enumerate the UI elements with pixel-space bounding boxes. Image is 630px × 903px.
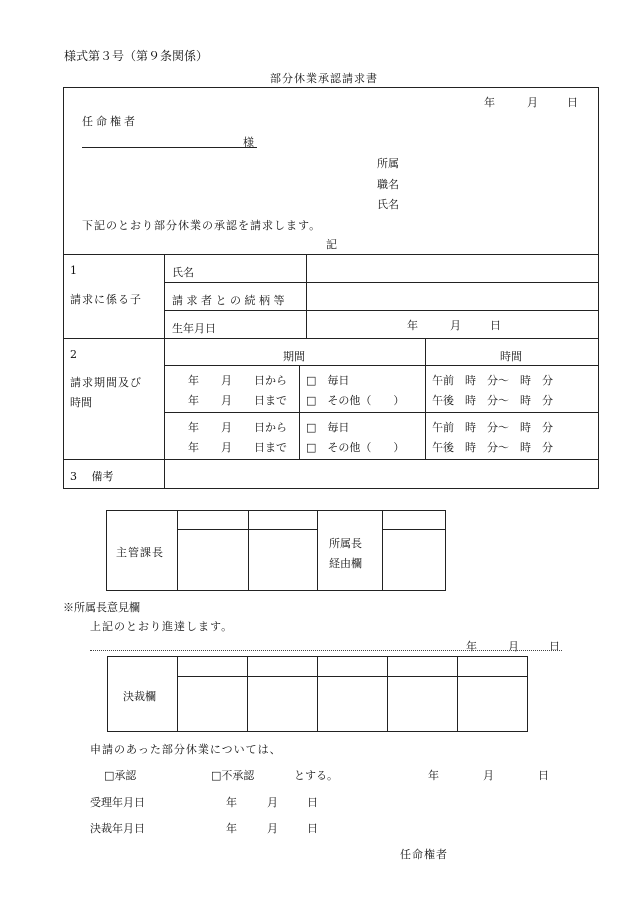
position-label: 職名 [377, 178, 399, 191]
section2-label-line1: 請求期間及び [70, 376, 142, 389]
approval-divider-4 [382, 510, 383, 591]
request-text: 下記のとおり部分休業の承認を請求します。 [82, 219, 322, 232]
decision-divider-2 [247, 656, 248, 732]
divider-section1-top [63, 254, 599, 255]
block1-am: 午前 時 分～ 時 分 [432, 374, 553, 387]
decision-divider-4 [387, 656, 388, 732]
section2-label-line2: 時間 [70, 396, 92, 409]
applied-text: 申請のあった部分休業については、 [90, 743, 282, 756]
opinion-heading: ※所属長意見欄 [63, 601, 140, 614]
divider-row-relation [164, 282, 599, 283]
addressee-line [82, 147, 257, 148]
divider-section2-top [63, 338, 599, 339]
block2-am: 午前 時 分～ 時 分 [432, 421, 553, 434]
date-day: 日 [567, 96, 578, 109]
opinion-dotted-line [90, 650, 562, 651]
relation-label: 請 求 者 と の 続 柄 等 [172, 294, 285, 307]
period-header: 期間 [283, 350, 305, 363]
divider-row-birth [164, 310, 599, 311]
divider-period-block [164, 412, 599, 413]
block2-option-other: □ その他（ ） [306, 441, 405, 454]
section1-label: 請求に係る子 [70, 293, 142, 306]
form-number: 様式第３号（第９条関係） [64, 49, 209, 63]
divider-period-options [299, 365, 300, 459]
block2-to: 年 月 日まで [188, 441, 287, 454]
opinion-month: 月 [508, 640, 519, 653]
approval-stamp-header-right [382, 529, 446, 530]
footer-year: 年 [428, 769, 439, 782]
received-label: 受理年月日 [90, 796, 145, 809]
divider-time-column [425, 338, 426, 459]
block1-from: 年 月 日から [188, 374, 287, 387]
appointer-label: 任命権者 [82, 115, 138, 128]
divider-section3-top [63, 459, 599, 460]
form-title: 部分休業承認請求書 [270, 72, 378, 85]
received-month: 月 [267, 796, 278, 809]
footer-day: 日 [538, 769, 549, 782]
section1-number: 1 [70, 264, 77, 277]
decided-month: 月 [267, 822, 278, 835]
suru-text: とする。 [294, 769, 338, 782]
block1-to: 年 月 日まで [188, 394, 287, 407]
approve-option: □承認 [104, 769, 137, 782]
birth-year: 年 [407, 319, 418, 332]
opinion-year: 年 [466, 640, 477, 653]
approval-divider-1 [177, 510, 178, 591]
section3-label: 3 備考 [70, 470, 114, 483]
birth-month: 月 [450, 319, 461, 332]
birth-day: 日 [490, 319, 501, 332]
footer-appointer: 任命権者 [400, 848, 448, 861]
block2-option-daily: □ 毎日 [306, 421, 350, 434]
child-name-label: 氏名 [172, 266, 194, 279]
director-label-line2: 経由欄 [329, 557, 362, 570]
disapprove-option: □不承認 [211, 769, 255, 782]
opinion-text: 上記のとおり進達します。 [90, 620, 234, 633]
chief-label: 主管課長 [116, 546, 164, 559]
approval-stamp-header-left [177, 529, 317, 530]
opinion-day: 日 [549, 640, 560, 653]
block2-from: 年 月 日から [188, 421, 287, 434]
received-year: 年 [226, 796, 237, 809]
block1-option-other: □ その他（ ） [306, 394, 405, 407]
decision-stamp-header [177, 676, 528, 677]
block2-pm: 午後 時 分～ 時 分 [432, 441, 553, 454]
birth-label: 生年月日 [172, 322, 216, 335]
divider-period-header [164, 365, 599, 366]
decision-divider-3 [317, 656, 318, 732]
time-header: 時間 [500, 350, 522, 363]
name-label: 氏名 [377, 198, 399, 211]
decision-label: 決裁欄 [123, 690, 156, 703]
section2-number: 2 [70, 348, 77, 361]
sama-label: 様 [243, 136, 254, 149]
date-year: 年 [484, 96, 495, 109]
block1-pm: 午後 時 分～ 時 分 [432, 394, 553, 407]
footer-month: 月 [483, 769, 494, 782]
decision-divider-5 [457, 656, 458, 732]
divider-section1-value [306, 254, 307, 338]
approval-divider-3 [317, 510, 318, 591]
date-month: 月 [527, 96, 538, 109]
affiliation-label: 所属 [377, 157, 399, 170]
director-label-line1: 所属長 [329, 537, 362, 550]
decision-divider-1 [177, 656, 178, 732]
decided-day: 日 [307, 822, 318, 835]
decided-label: 決裁年月日 [90, 822, 145, 835]
block1-option-daily: □ 毎日 [306, 374, 350, 387]
decided-year: 年 [226, 822, 237, 835]
ki-label: 記 [326, 238, 337, 251]
approval-divider-2 [248, 510, 249, 591]
received-day: 日 [307, 796, 318, 809]
divider-label-column [164, 254, 165, 489]
